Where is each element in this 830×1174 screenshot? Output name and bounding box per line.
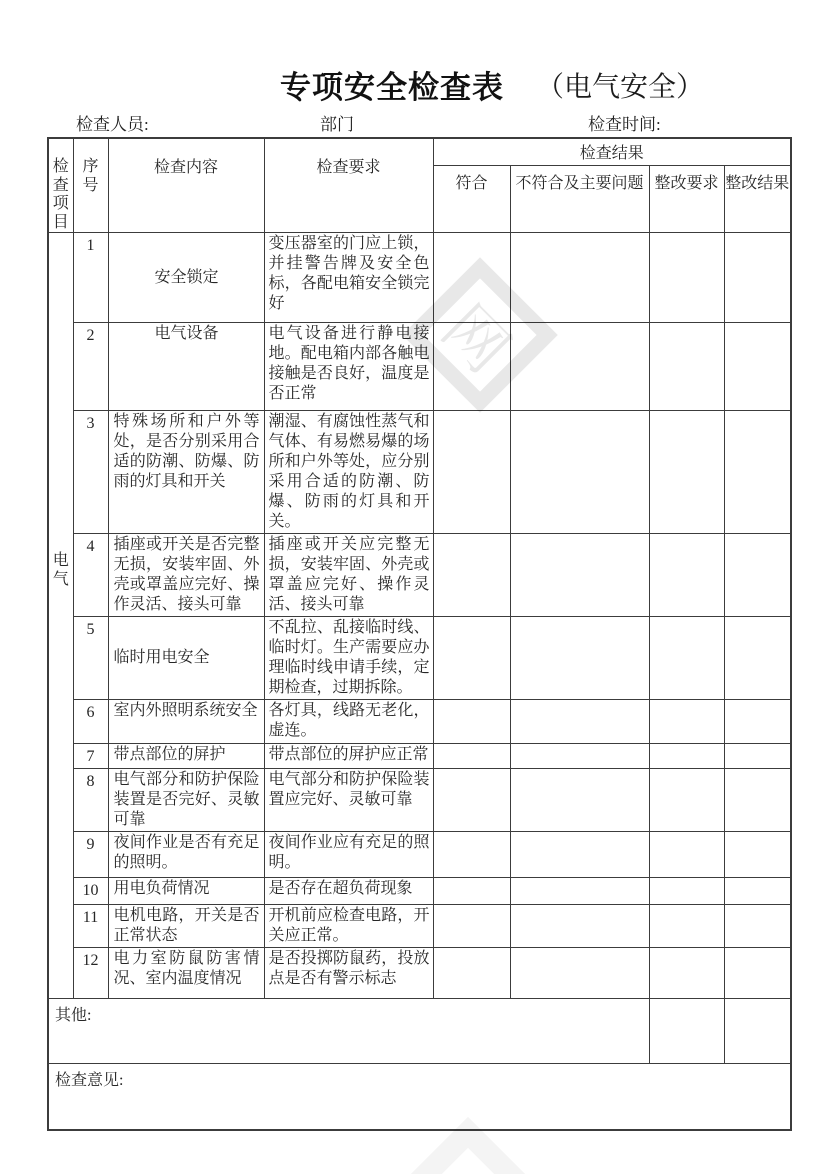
rectify-request-cell <box>649 534 724 617</box>
rectify-request-cell <box>649 948 724 999</box>
requirement-cell: 开机前应检查电路，开关应正常。 <box>264 905 433 948</box>
rectify-request-cell <box>649 832 724 878</box>
rectify-request-cell <box>649 411 724 534</box>
rectify-request-cell <box>649 878 724 905</box>
conform-cell <box>433 948 510 999</box>
header-item-category: 检查项目 <box>48 138 73 233</box>
conform-cell <box>433 617 510 700</box>
inspection-table <box>47 137 792 1131</box>
requirement-cell: 电气设备进行静电接地。配电箱内部各触电接触是否良好，温度是否正常 <box>264 323 433 411</box>
rectify-result-cell <box>724 878 791 905</box>
conform-cell <box>433 700 510 744</box>
table-row <box>48 769 791 832</box>
rectify-request-cell <box>649 744 724 769</box>
content-cell: 临时用电安全 <box>108 617 264 700</box>
conform-cell <box>433 878 510 905</box>
watermark-logo: 网 <box>402 257 558 413</box>
requirement-cell: 是否投掷防鼠药，投放点是否有警示标志 <box>264 948 433 999</box>
table-row <box>48 323 791 411</box>
department-label: 部门 <box>320 115 354 134</box>
table-row <box>48 617 791 700</box>
seq-cell: 9 <box>73 832 108 878</box>
rectify-request-cell <box>649 769 724 832</box>
seq-cell: 8 <box>73 769 108 832</box>
seq-cell: 4 <box>73 534 108 617</box>
rectify-result-cell <box>724 700 791 744</box>
requirement-cell: 是否存在超负荷现象 <box>264 878 433 905</box>
nonconform-cell <box>510 878 649 905</box>
conform-cell <box>433 534 510 617</box>
conform-cell <box>433 233 510 323</box>
content-cell: 带点部位的屏护 <box>108 744 264 769</box>
nonconform-cell <box>510 744 649 769</box>
inspection-time-label: 检查时间: <box>588 115 661 134</box>
header-seq: 序号 <box>73 138 108 233</box>
conform-cell <box>433 744 510 769</box>
header-rectify-request: 整改要求 <box>649 165 724 232</box>
page-title-main: 专项安全检查表 <box>280 70 504 105</box>
category-label: 电气 <box>52 552 69 588</box>
conform-cell <box>433 832 510 878</box>
requirement-cell: 带点部位的屏护应正常 <box>264 744 433 769</box>
nonconform-cell <box>510 905 649 948</box>
content-cell: 夜间作业是否有充足的照明。 <box>108 832 264 878</box>
table-row <box>48 832 791 878</box>
opinion-label-cell: 检查意见: <box>48 1064 791 1130</box>
rectify-result-cell <box>724 617 791 700</box>
content-cell: 电气设备 <box>108 323 264 411</box>
table-row <box>48 534 791 617</box>
other-rectify-request-cell <box>649 999 724 1064</box>
table-row <box>48 878 791 905</box>
rectify-result-cell <box>724 832 791 878</box>
header-conform: 符合 <box>433 165 510 232</box>
rectify-request-cell <box>649 323 724 411</box>
nonconform-cell <box>510 832 649 878</box>
content-cell: 电力室防鼠防害情况、室内温度情况 <box>108 948 264 999</box>
header-rectify-result: 整改结果 <box>724 165 791 232</box>
requirement-cell: 变压器室的门应上锁，并挂警告牌及安全色标，各配电箱安全锁完好 <box>264 233 433 323</box>
requirement-cell: 插座或开关应完整无损，安装牢固、外壳或罩盖应完好、操作灵活、接头可靠 <box>264 534 433 617</box>
nonconform-cell <box>510 948 649 999</box>
page-title <box>0 62 830 104</box>
header-requirement: 检查要求 <box>264 138 433 233</box>
rectify-result-cell <box>724 744 791 769</box>
requirement-cell: 各灯具，线路无老化，虚连。 <box>264 700 433 744</box>
rectify-request-cell <box>649 233 724 323</box>
seq-cell: 12 <box>73 948 108 999</box>
seq-cell: 5 <box>73 617 108 700</box>
header-row-1 <box>48 138 791 165</box>
content-cell: 插座或开关是否完整无损，安装牢固、外壳或罩盖应完好、操作灵活、接头可靠 <box>108 534 264 617</box>
page-title-sub: （电气安全） <box>536 72 705 103</box>
header-result-group: 检查结果 <box>433 138 791 165</box>
inspector-label: 检查人员: <box>76 115 149 134</box>
rectify-result-cell <box>724 905 791 948</box>
content-cell: 安全锁定 <box>108 233 264 323</box>
table-row <box>48 233 791 323</box>
requirement-cell: 不乱拉、乱接临时线、临时灯。生产需要应办理临时线申请手续，定期检查，过期拆除。 <box>264 617 433 700</box>
category-cell <box>48 233 73 999</box>
rectify-result-cell <box>724 233 791 323</box>
other-label-cell: 其他: <box>48 999 649 1064</box>
other-rectify-result-cell <box>724 999 791 1064</box>
other-row <box>48 999 791 1064</box>
conform-cell <box>433 905 510 948</box>
header-content: 检查内容 <box>108 138 264 233</box>
table-row <box>48 411 791 534</box>
nonconform-cell <box>510 233 649 323</box>
nonconform-cell <box>510 411 649 534</box>
seq-cell: 7 <box>73 744 108 769</box>
requirement-cell: 潮湿、有腐蚀性蒸气和气体、有易燃易爆的场所和户外等处，应分别采用合适的防潮、防爆、防雨的灯具和开关。 <box>264 411 433 534</box>
table-row <box>48 948 791 999</box>
rectify-request-cell <box>649 905 724 948</box>
conform-cell <box>433 323 510 411</box>
content-cell: 电气部分和防护保险装置是否完好、灵敏可靠 <box>108 769 264 832</box>
rectify-result-cell <box>724 769 791 832</box>
nonconform-cell <box>510 700 649 744</box>
content-cell: 室内外照明系统安全 <box>108 700 264 744</box>
seq-cell: 2 <box>73 323 108 411</box>
requirement-cell: 电气部分和防护保险装置应完好、灵敏可靠 <box>264 769 433 832</box>
info-line <box>0 110 830 132</box>
seq-cell: 10 <box>73 878 108 905</box>
nonconform-cell <box>510 323 649 411</box>
requirement-cell: 夜间作业应有充足的照明。 <box>264 832 433 878</box>
table-row <box>48 744 791 769</box>
rectify-result-cell <box>724 323 791 411</box>
content-cell: 特殊场所和户外等处，是否分别采用合适的防潮、防爆、防雨的灯具和开关 <box>108 411 264 534</box>
nonconform-cell <box>510 769 649 832</box>
rectify-request-cell <box>649 700 724 744</box>
nonconform-cell <box>510 617 649 700</box>
content-cell: 用电负荷情况 <box>108 878 264 905</box>
rectify-result-cell <box>724 411 791 534</box>
seq-cell: 6 <box>73 700 108 744</box>
seq-cell: 1 <box>73 233 108 323</box>
rectify-result-cell <box>724 948 791 999</box>
seq-cell: 11 <box>73 905 108 948</box>
opinion-row <box>48 1064 791 1130</box>
header-nonconform: 不符合及主要问题 <box>510 165 649 232</box>
conform-cell <box>433 769 510 832</box>
rectify-result-cell <box>724 534 791 617</box>
content-cell: 电机电路，开关是否正常状态 <box>108 905 264 948</box>
nonconform-cell <box>510 534 649 617</box>
rectify-request-cell <box>649 617 724 700</box>
table-row <box>48 700 791 744</box>
table-row <box>48 905 791 948</box>
conform-cell <box>433 411 510 534</box>
seq-cell: 3 <box>73 411 108 534</box>
